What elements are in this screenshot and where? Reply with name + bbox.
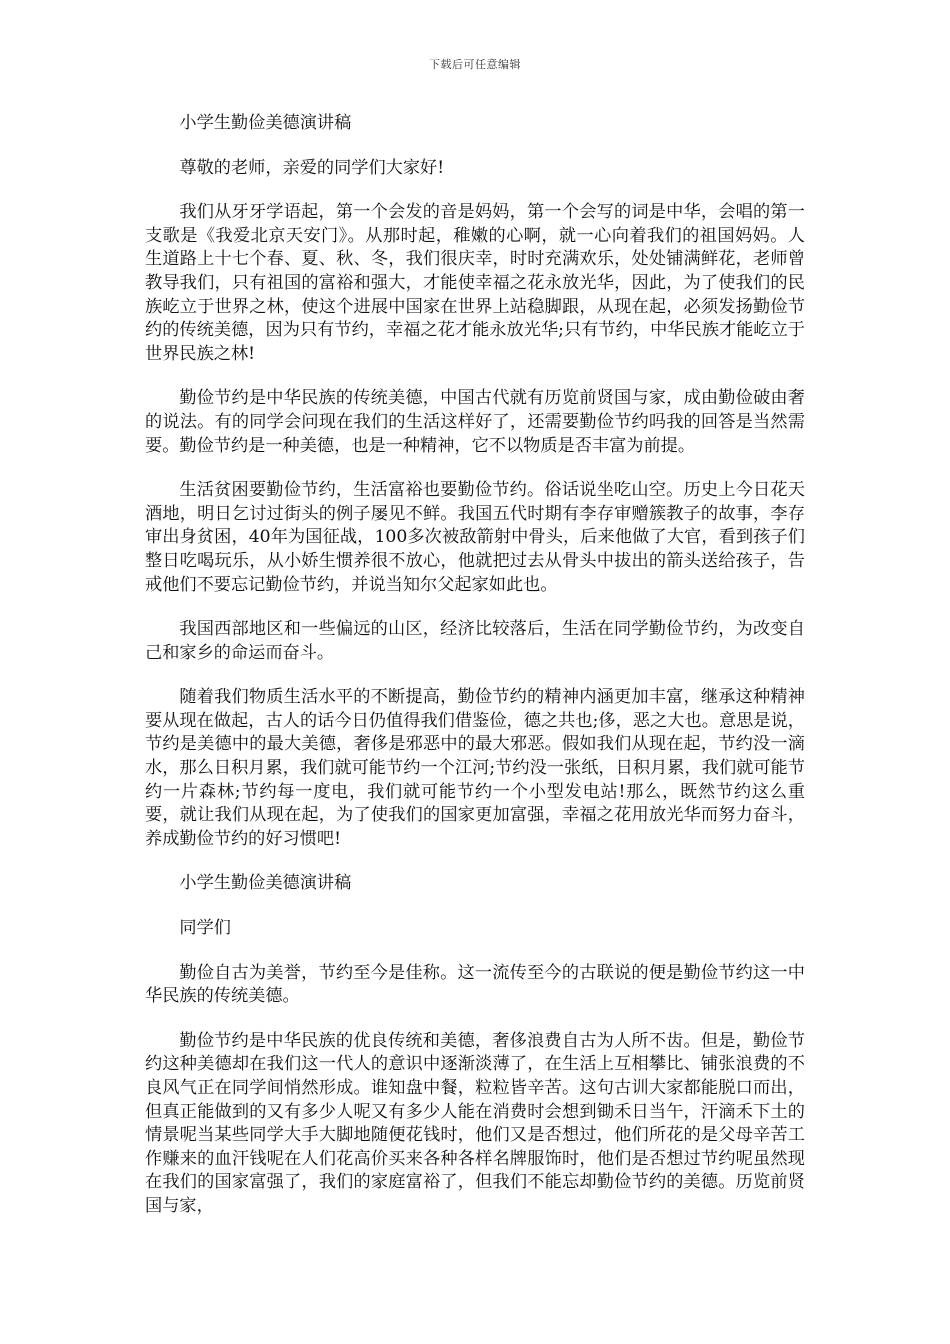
paragraph: 随着我们物质生活水平的不断提高，勤俭节约的精神内涵更加丰富，继承这种精神要从现在做起，古人的话今日仍值得我们借鉴俭，德之共也;侈，恶之大也。意思是说，节约是美德中的最大美德，奢侈是邪恶中的最大邪恶。假如我们从现在起，节约没一滴水，那么日积月累，我们就可能节约一个江河;节约没一张纸，日积月累，我们就可能节约一片森林;节约每一度电，我们就可能节约一个小型发电站!那么，既然节约这么重要，就让我们从现在起，为了使我们的国家更加富强，幸福之花用放光华而努力奋斗，养成勤俭节约的好习惯吧! bbox=[145, 687, 805, 849]
document-body bbox=[145, 112, 805, 1240]
paragraph: 我们从牙牙学语起，第一个会发的音是妈妈，第一个会写的词是中华，会唱的第一支歌是《我爱北京天安门》。从那时起，稚嫩的心啊，就一心向着我们的祖国妈妈。人生道路上十七个春、夏、秋、冬，我们很庆幸，时时充满欢乐，处处铺满鲜花，老师曾教导我们，只有祖国的富裕和强大，才能使幸福之花永放光华，因此，为了使我们的民族屹立于世界之林，使这个进展中国家在世界上站稳脚跟，从现在起，必须发扬勤俭节约的传统美德，因为只有节约，幸福之花才能永放光华;只有节约，中华民族才能屹立于世界民族之林! bbox=[145, 202, 805, 364]
paragraph: 勤俭节约是中华民族的优良传统和美德，奢侈浪费自古为人所不齿。但是，勤俭节约这种美德却在我们这一代人的意识中逐渐淡薄了，在生活上互相攀比、铺张浪费的不良风气正在同学间悄然形成。谁知盘中餐，粒粒皆辛苦。这句古训大家都能脱口而出，但真正能做到的又有多少人呢又有多少人能在消费时会想到锄禾日当午，汗滴禾下土的情景呢当某些同学大手大脚地随便花钱时，他们又是否想过，他们所花的是父母辛苦工作赚来的血汗钱呢在人们花高价买来各种各样名牌服饰时，他们是否想过节约呢虽然现在我们的国家富强了，我们的家庭富裕了，但我们不能忘却勤俭节约的美德。历览前贤国与家， bbox=[145, 1030, 805, 1216]
paragraph: 我国西部地区和一些偏远的山区，经济比较落后，生活在同学勤俭节约，为改变自己和家乡的命运而奋斗。 bbox=[145, 619, 805, 663]
greeting-second: 同学们 bbox=[179, 918, 231, 939]
paragraph: 勤俭节约是中华民族的传统美德，中国古代就有历览前贤国与家，成由勤俭破由奢的说法。有的同学会问现在我们的生活这样好了，还需要勤俭节约吗我的回答是当然需要。勤俭节约是一种美德，也是一种精神，它不以物质是否丰富为前提。 bbox=[145, 388, 805, 456]
speech-title: 小学生勤俭美德演讲稿 bbox=[179, 113, 352, 133]
paragraph: 勤俭自古为美誉，节约至今是佳称。这一流传至今的古联说的便是勤俭节约这一中华民族的传统美德。 bbox=[145, 962, 805, 1007]
greeting: 尊敬的老师，亲爱的同学们大家好! bbox=[179, 157, 445, 178]
paragraph: 生活贫困要勤俭节约，生活富裕也要勤俭节约。俗话说坐吃山空。历史上今日花天酒地，明日乞讨过街头的例子屡见不鲜。我国五代时期有李存审赠簇教子的故事，李存审出身贫困，40年为国征战，100多次被敌箭射中骨头，后来他做了大官，看到孩子们整日吃喝玩乐，从小娇生惯养很不放心，他就把过去从骨头中拔出的箭头送给孩子，告戒他们不要忘记勤俭节约，并说当知尔父起家如此也。 bbox=[145, 480, 805, 595]
speech-title-second: 小学生勤俭美德演讲稿 bbox=[179, 873, 352, 894]
page-header-note: 下载后可任意编辑 bbox=[429, 58, 521, 71]
